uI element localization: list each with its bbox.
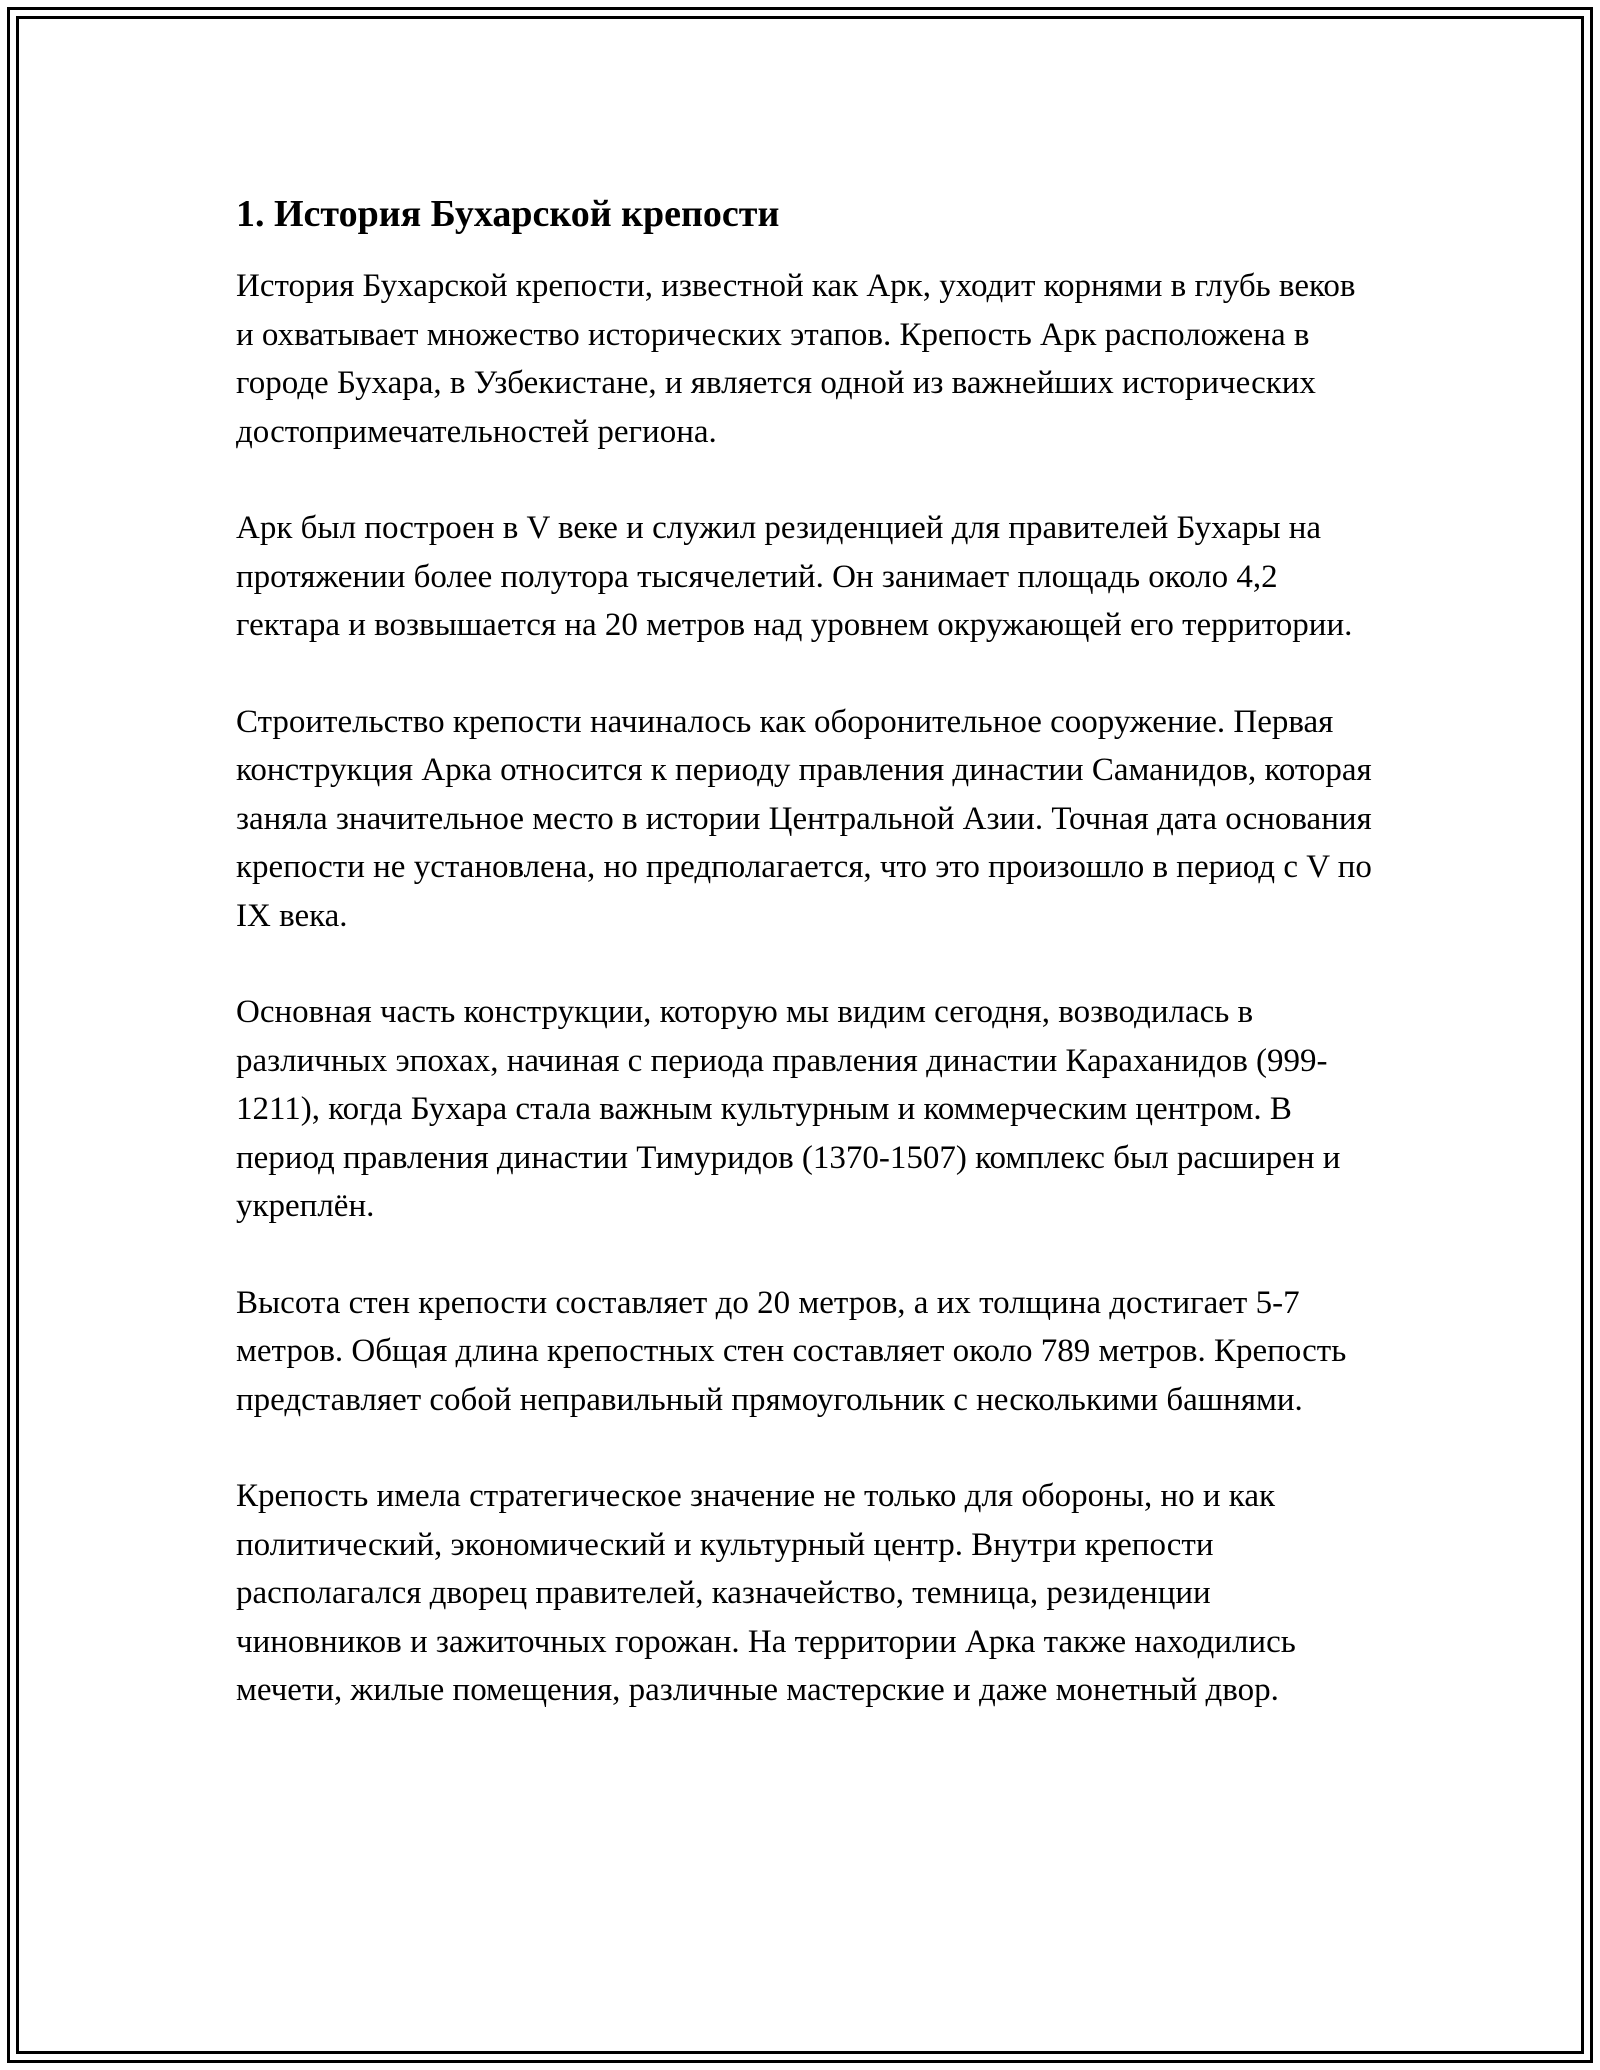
paragraph-6: Крепость имела стратегическое значение не только для обороны, но и как политический, экономический и культурный центр. Внутри крепости располагался дворец правителей, казначейство, темница, резиденции чиновников и зажиточных горожан. На территории Арка также находились мечети, жилые помещения, различные мастерские и даже монетный двор. (236, 1478, 1296, 1708)
paragraph-2: Арк был построен в V веке и служил резиденцией для правителей Бухары на протяжении более полутора тысячелетий. Он занимает площадь около 4,2 гектара и возвышается на 20 метров над уровнем окружающей его территории. (236, 510, 1353, 643)
document-body (236, 190, 1376, 1715)
paragraph-1: История Бухарской крепости, известной как Арк, уходит корнями в глубь веков и охватывает множество исторических этапов. Крепость Арк расположена в городе Бухара, в Узбекистане, и является одной из важнейших исторических достопримечательностей региона. (236, 268, 1356, 450)
paragraph-4: Основная часть конструкции, которую мы видим сегодня, возводилась в различных эпохах, начиная с периода правления династии Караханидов (999-1211), когда Бухара стала важным культурным и коммерческим центром. В период правления династии Тимуридов (1370-1507) комплекс был расширен и укреплён. (236, 994, 1341, 1224)
paragraph-5: Высота стен крепости составляет до 20 метров, а их толщина достигает 5-7 метров. Общая длина крепостных стен составляет около 789 метров. Крепость представляет собой неправильный прямоугольник с несколькими башнями. (236, 1284, 1347, 1418)
paragraph-3: Строительство крепости начиналось как оборонительное сооружение. Первая конструкция Арка относится к периоду правления династии Саманидов, которая заняла значительное место в истории Центральной Азии. Точная дата основания крепости не установлена, но предполагается, что это произошло в период с V по IX века. (236, 703, 1372, 934)
section-title: 1. История Бухарской крепости (236, 193, 780, 235)
